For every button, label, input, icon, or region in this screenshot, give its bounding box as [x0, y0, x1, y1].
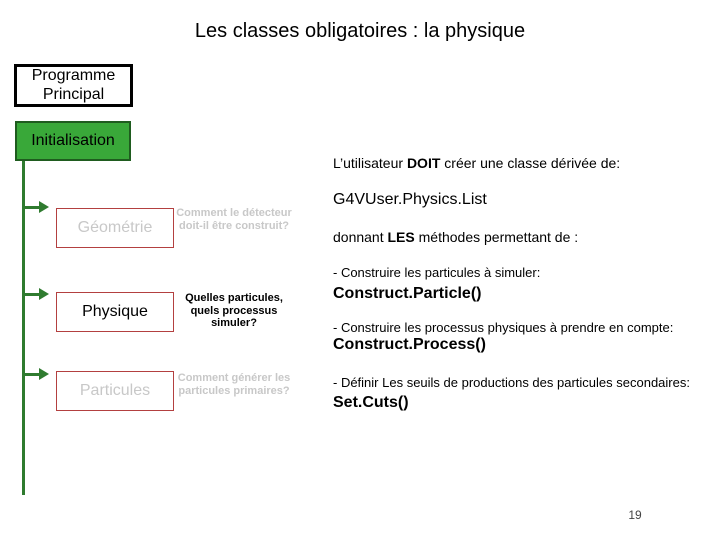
particles-question: Comment générer les particules primaires?	[177, 372, 291, 397]
item3-code: Set.Cuts()	[333, 394, 409, 411]
item1-code: Construct.Particle()	[333, 285, 482, 302]
intro-text	[333, 155, 620, 171]
arrow-head-geometry-icon	[39, 201, 49, 213]
initialisation-box	[15, 121, 131, 161]
geometry-label: Géométrie	[77, 218, 153, 236]
physics-question: Quelles particules, quels processus simuler?	[185, 292, 283, 330]
physics-label: Physique	[82, 302, 148, 320]
item1-text: - Construire les particules à simuler:	[333, 265, 541, 280]
initialisation-label: Initialisation	[31, 131, 115, 149]
main-program-box	[14, 64, 133, 107]
intro-text-after: créer une classe dérivée de:	[440, 155, 621, 171]
geometry-question: Comment le détecteur doit-il être construit?	[176, 207, 292, 232]
methods-text-bold: LES	[387, 229, 415, 245]
methods-text-after: méthodes permettant de :	[414, 229, 579, 245]
physics-box	[56, 292, 174, 332]
arrow-head-physics-icon	[39, 288, 49, 300]
slide-title: Les classes obligatoires : la physique	[194, 20, 526, 42]
item3-text: - Définir Les seuils de productions des particules secondaires:	[333, 375, 690, 390]
intro-text-before: L’utilisateur	[333, 155, 407, 171]
geometry-box	[56, 208, 174, 248]
page-number: 19	[628, 508, 642, 522]
base-class-name: G4VUser.Physics.List	[333, 191, 487, 208]
methods-text-before: donnant	[333, 229, 388, 245]
main-program-line1: Programme	[31, 67, 116, 85]
methods-text	[333, 229, 578, 245]
intro-text-bold: DOIT	[406, 155, 441, 171]
item2-code: Construct.Process()	[333, 336, 486, 353]
arrow-head-particles-icon	[39, 368, 49, 380]
particles-box	[56, 371, 174, 411]
item2-text: - Construire les processus physiques à prendre en compte:	[333, 320, 674, 335]
main-program-line2: Principal	[42, 85, 105, 103]
particles-label: Particules	[79, 381, 151, 399]
flow-trunk-line	[22, 161, 25, 495]
